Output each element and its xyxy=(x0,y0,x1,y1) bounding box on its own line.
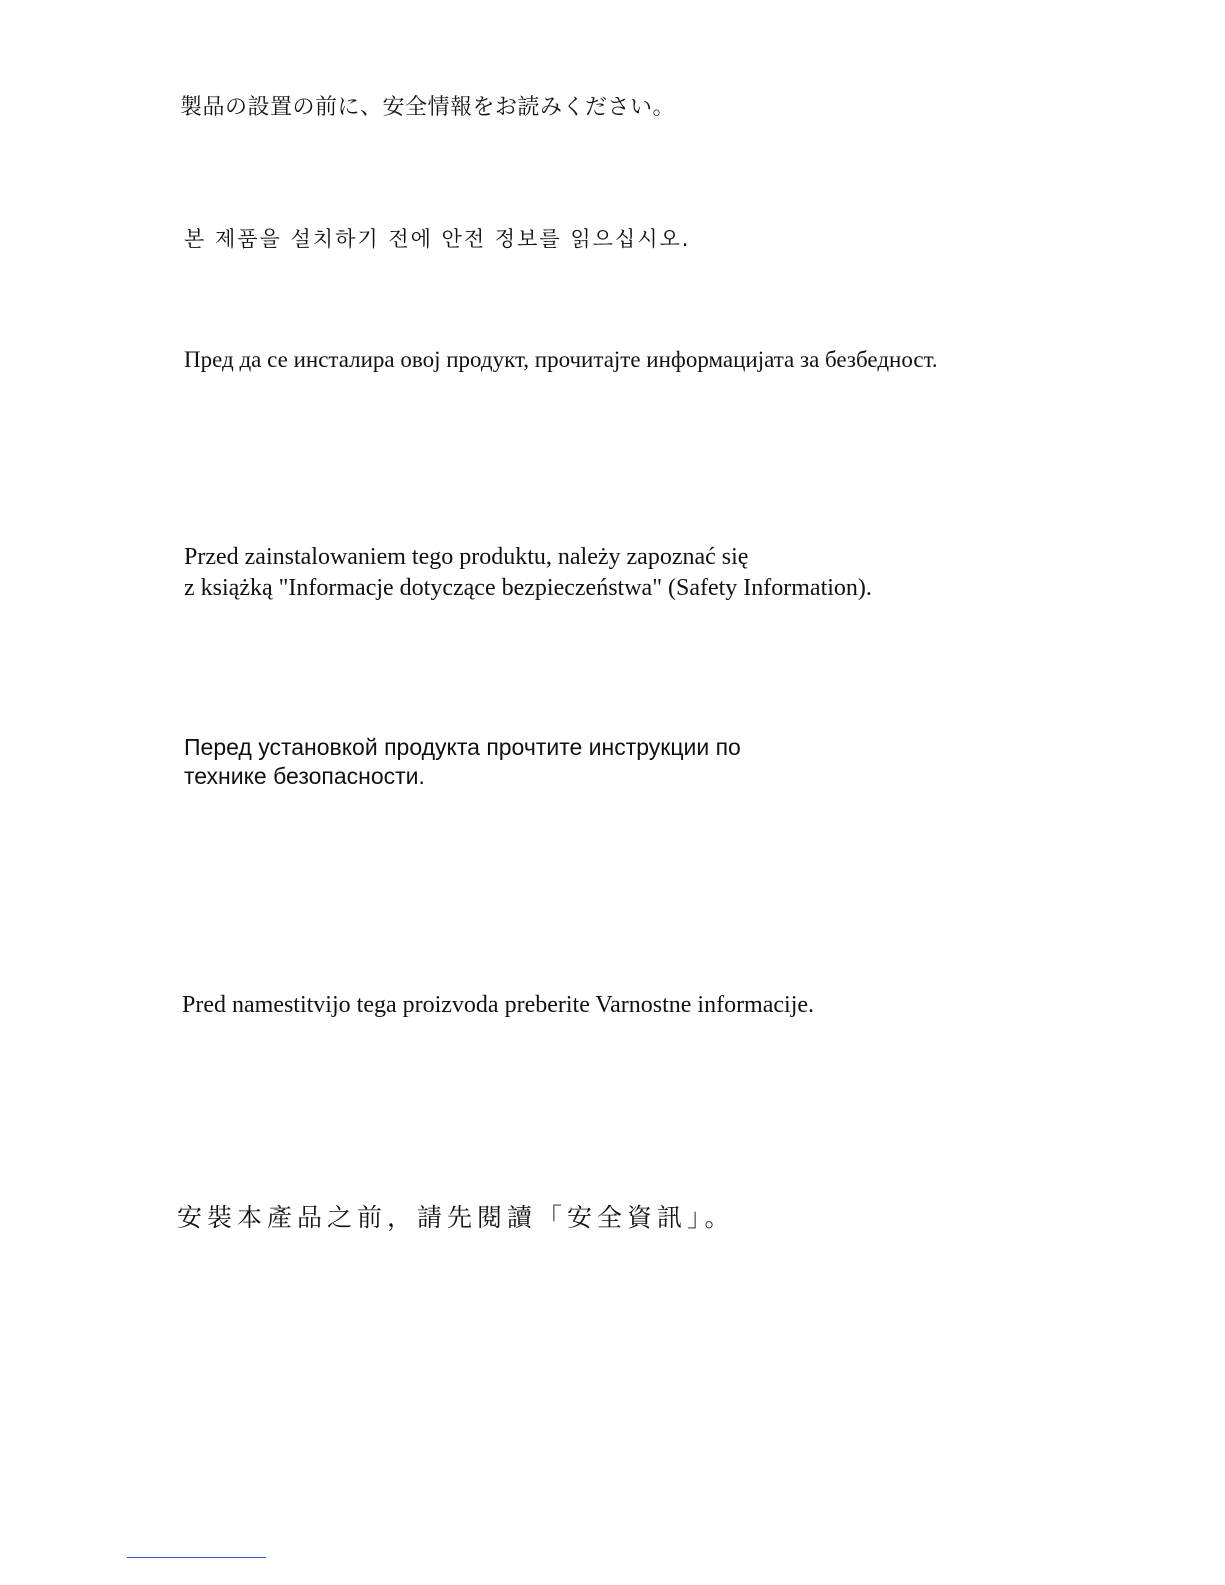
notice-russian-line-2: технике безопасности. xyxy=(184,763,425,789)
notice-japanese: 製品の設置の前に、安全情報をお読みください。 xyxy=(180,95,676,120)
notice-russian xyxy=(184,733,741,791)
notice-chinese-traditional: 安裝本產品之前，請先閱讀「安全資訊」。 xyxy=(177,1205,735,1232)
notice-slovenian: Pred namestitvijo tega proizvoda preberite Varnostne informacije. xyxy=(182,992,815,1018)
notice-macedonian: Пред да се инсталира овој продукт, прочитајте информацијата за безбедност. xyxy=(184,347,938,372)
notice-polish-line-1: Przed zainstalowaniem tego produktu, należy zapoznać się xyxy=(184,544,749,570)
notice-polish xyxy=(184,542,872,604)
notice-russian-line-1: Перед установкой продукта прочтите инструкции по xyxy=(184,734,741,760)
notice-korean: 본 제품을 설치하기 전에 안전 정보를 읽으십시오. xyxy=(184,227,691,251)
footer-rule xyxy=(127,1557,266,1558)
notice-polish-line-2: z książką "Informacje dotyczące bezpieczeństwa" (Safety Information). xyxy=(184,575,872,601)
